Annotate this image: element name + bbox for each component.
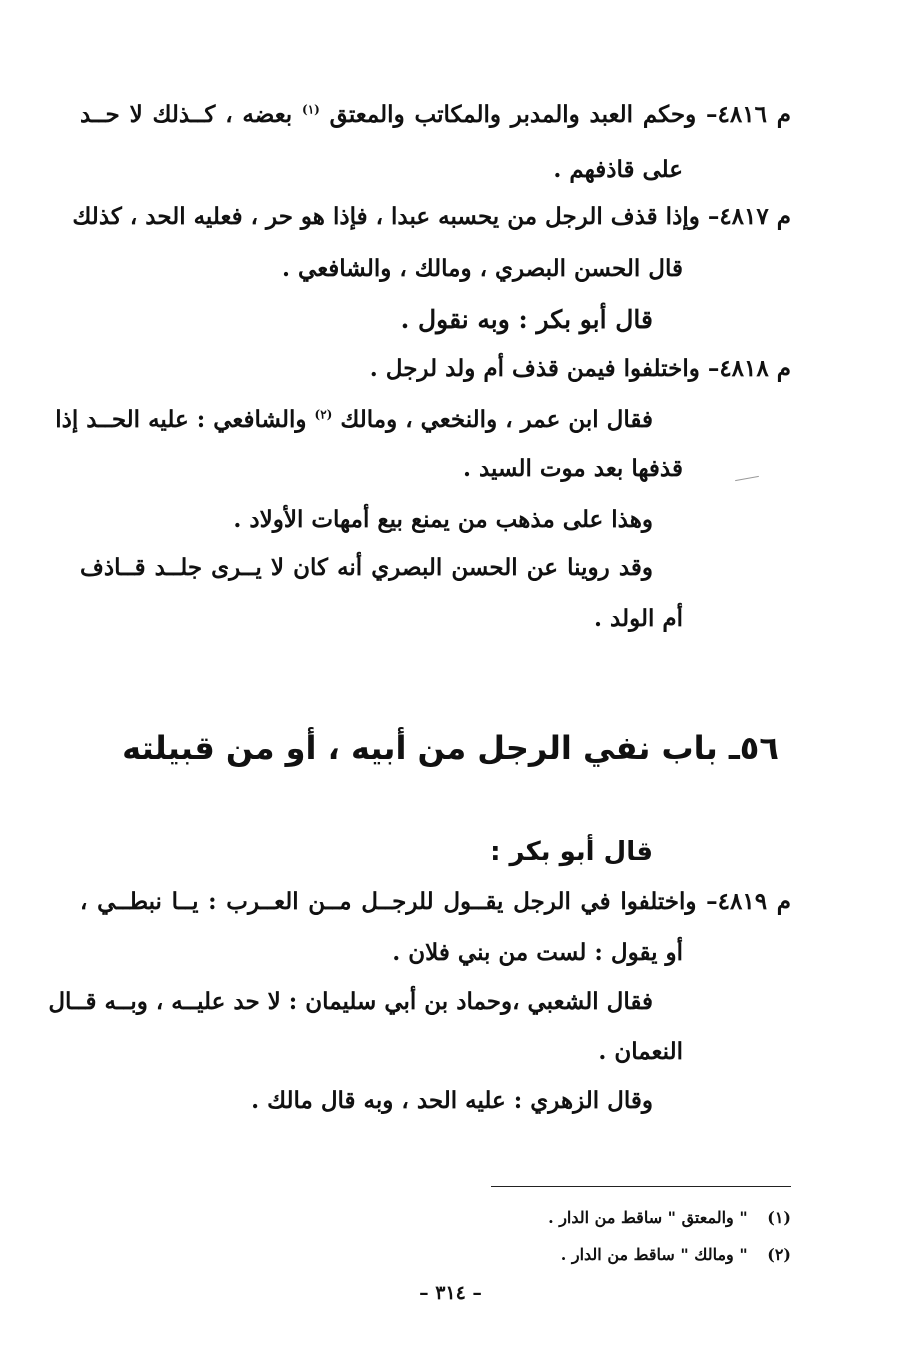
paragraph-4819-line-5: وقال الزهري : عليه الحد ، وبه قال مالك . xyxy=(251,1087,653,1114)
footnote-ref-1: (١) xyxy=(302,102,320,117)
paragraph-4819-line-3: فقال الشعبي ،وحماد بن أبي سليمان : لا حد عليــه ، وبــه قــال xyxy=(48,988,653,1015)
paragraph-4816-text-b: بعضه ، كــذلك لا حــد xyxy=(80,101,293,128)
footnote-2 xyxy=(561,1242,791,1268)
paragraph-4816-line-1 xyxy=(80,98,791,132)
page-number: – ٣١٤ – xyxy=(419,1282,482,1304)
footnote-2-text: " ومالك " ساقط من الدار . xyxy=(560,1245,748,1264)
paragraph-4818-line-5: وقد روينا عن الحسن البصري أنه كان لا يــرى جلــد قــاذف xyxy=(80,554,653,581)
paragraph-4817-line-2: قال الحسن البصري ، ومالك ، والشافعي . xyxy=(282,255,683,282)
paragraph-4818-text-b: والشافعي : عليه الحــد إذا xyxy=(55,406,307,433)
footnote-divider xyxy=(491,1186,791,1187)
paragraph-4817-line-1: م ٤٨١٧– وإذا قذف الرجل من يحسبه عبدا ، فإذا هو حر ، فعليه الحد ، كذلك xyxy=(72,203,791,230)
paragraph-4818-line-2 xyxy=(55,403,653,437)
paragraph-4818-line-3: قذفها بعد موت السيد . xyxy=(462,455,683,482)
paragraph-4818-line-6: أم الولد . xyxy=(593,605,683,632)
paragraph-4819-line-1: م ٤٨١٩– واختلفوا في الرجل يقــول للرجــل مــن العــرب : يــا نبطــي ، xyxy=(80,888,791,915)
abu-bakr-statement-1: قال أبو بكر : وبه نقول . xyxy=(400,305,653,334)
footnote-1 xyxy=(548,1205,791,1231)
paragraph-4818-text-a: فقال ابن عمر ، والنخعي ، ومالك xyxy=(340,406,653,433)
footnote-2-number: (٢) xyxy=(767,1245,791,1264)
pencil-mark xyxy=(735,476,759,481)
paragraph-4816-text-a: م ٤٨١٦– وحكم العبد والمدبر والمكاتب والمعتق xyxy=(329,101,791,128)
abu-bakr-statement-2: قال أبو بكر : xyxy=(490,837,653,867)
paragraph-4816-line-2: على قاذفهم . xyxy=(553,156,683,183)
paragraph-4819-line-4: النعمان . xyxy=(598,1038,683,1065)
footnote-ref-2: (٢) xyxy=(314,407,333,422)
paragraph-4818-line-4: وهذا على مذهب من يمنع بيع أمهات الأولاد . xyxy=(233,506,653,533)
paragraph-4819-line-2: أو يقول : لست من بني فلان . xyxy=(392,939,683,966)
footnote-1-text: " والمعتق " ساقط من الدار . xyxy=(548,1208,748,1227)
paragraph-4818-line-1: م ٤٨١٨– واختلفوا فيمن قذف أم ولد لرجل . xyxy=(369,355,791,382)
footnote-1-number: (١) xyxy=(767,1208,791,1227)
chapter-heading: ٥٦ـ باب نفي الرجل من أبيه ، أو من قبيلته xyxy=(122,729,779,767)
